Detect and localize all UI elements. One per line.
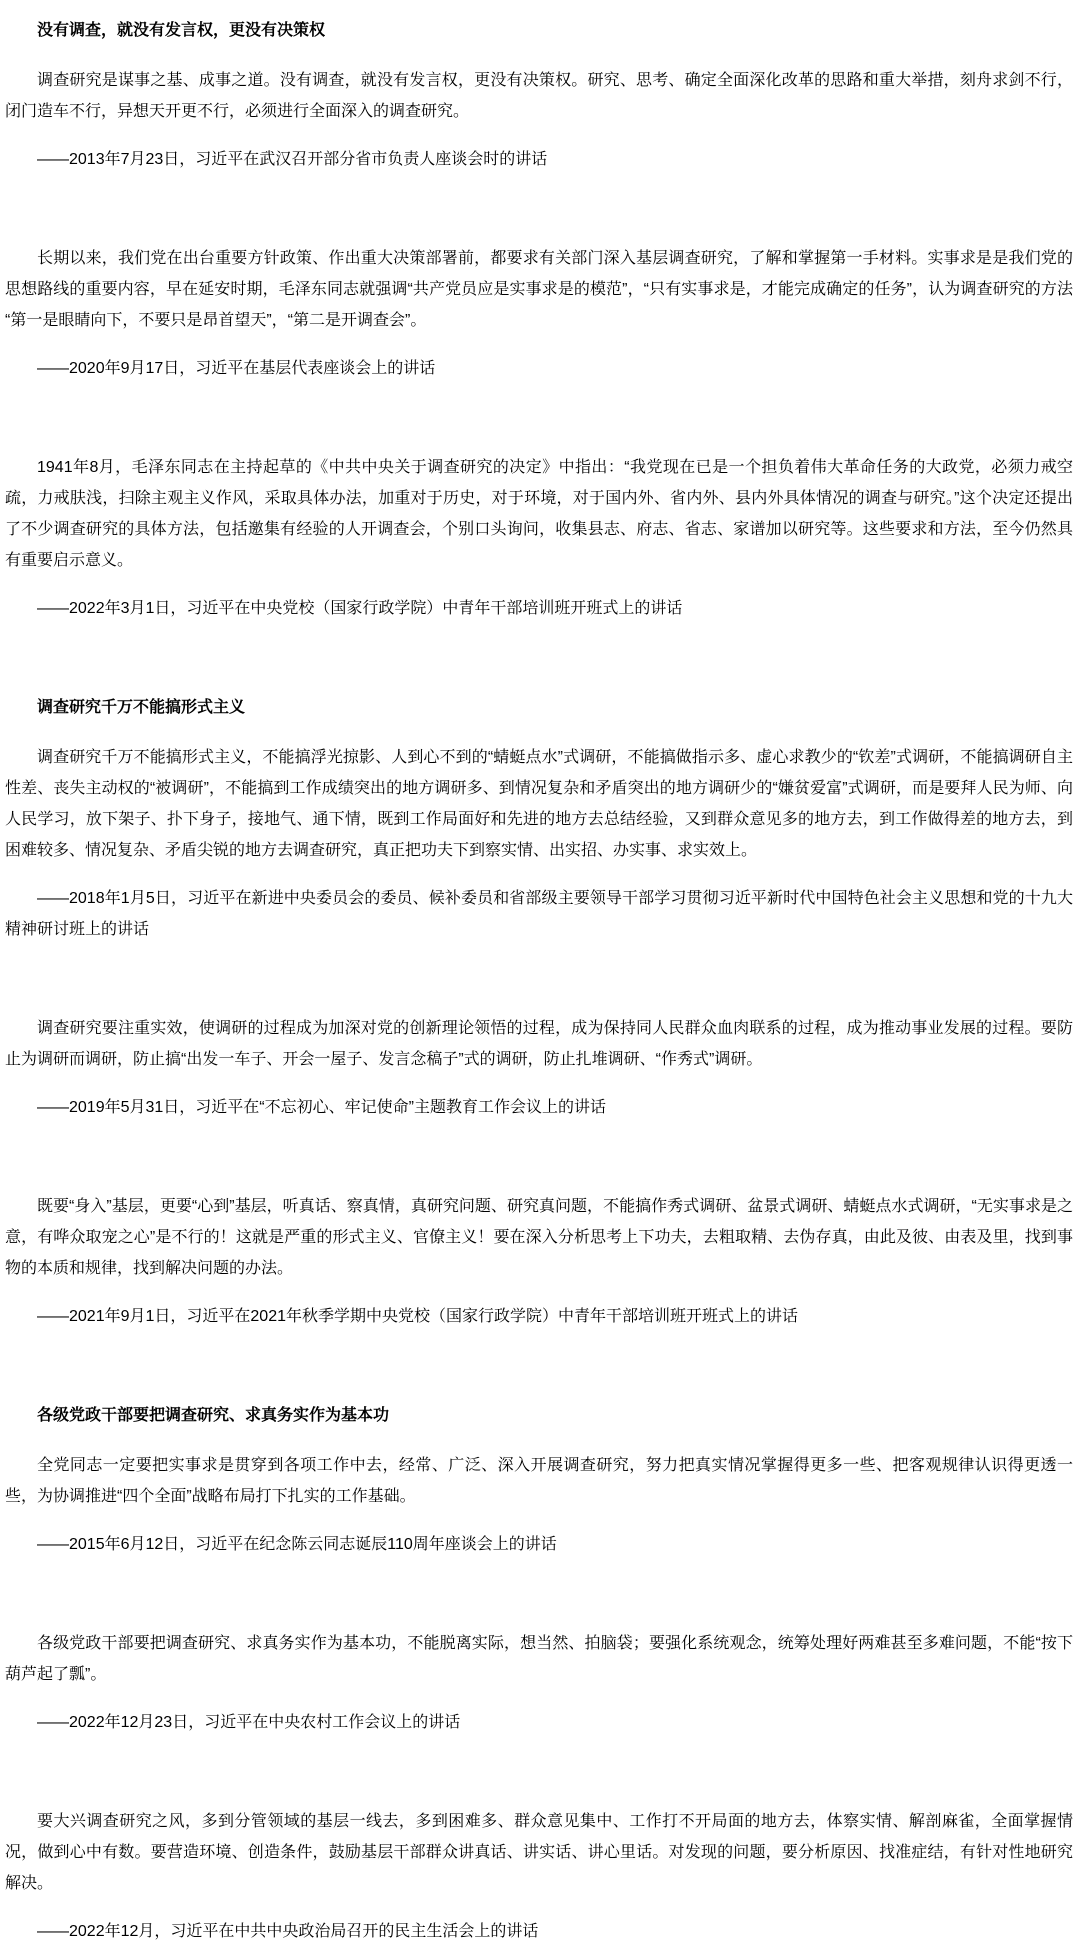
quote-source-line: ——2018年1月5日，习近平在新进中央委员会的委员、候补委员和省部级主要领导干部学习贯彻习近平新时代中国特色社会主义思想和党的十九大精神研讨班上的讲话 xyxy=(5,890,1073,938)
quote-paragraph: 调查研究千万不能搞形式主义，不能搞浮光掠影、人到心不到的“蜻蜓点水”式调研，不能搞做指示多、虚心求教少的“钦差”式调研，不能搞调研自主性差、丧失主动权的“被调研”，不能搞到工作成绩突出的地方调研多、到情况复杂和矛盾突出的地方调研少的“嫌贫爱富”式调研，而是要拜人民为师、向人民学习，放下架子、扑下身子，接地气、通下情，既到工作局面好和先进的地方去总结经验，又到群众意见多的地方去，到工作做得差的地方去，到困难较多、情况复杂、矛盾尖锐的地方去调查研究，真正把功夫下到察实情、出实招、办实事、求实效上。 xyxy=(5,749,1073,859)
quote-source-line: ——2022年3月1日，习近平在中央党校（国家行政学院）中青年干部培训班开班式上的讲话 xyxy=(37,600,683,617)
quote-source-line: ——2015年6月12日，习近平在纪念陈云同志诞辰110周年座谈会上的讲话 xyxy=(37,1536,557,1553)
quote-paragraph: 各级党政干部要把调查研究、求真务实作为基本功，不能脱离实际，想当然、拍脑袋；要强化系统观念，统筹处理好两难甚至多难问题，不能“按下葫芦起了瓢”。 xyxy=(5,1635,1073,1683)
quote-source-line: ——2021年9月1日，习近平在2021年秋季学期中央党校（国家行政学院）中青年干部培训班开班式上的讲话 xyxy=(37,1308,798,1325)
section-heading: 没有调查，就没有发言权，更没有决策权 xyxy=(37,22,326,39)
quote-paragraph: 1941年8月，毛泽东同志在主持起草的《中共中央关于调查研究的决定》中指出：“我党现在已是一个担负着伟大革命任务的大政党，必须力戒空疏，力戒肤浅，扫除主观主义作风，采取具体办法，加重对于历史，对于环境，对于国内外、省内外、县内外具体情况的调查与研究。”这个决定还提出了不少调查研究的具体方法，包括邀集有经验的人开调查会，个别口头询问，收集县志、府志、省志、家谱加以研究等。这些要求和方法，至今仍然具有重要启示意义。 xyxy=(5,459,1073,569)
quote-paragraph: 长期以来，我们党在出台重要方针政策、作出重大决策部署前，都要求有关部门深入基层调查研究，了解和掌握第一手材料。实事求是是我们党的思想路线的重要内容，早在延安时期，毛泽东同志就强调“共产党员应是实事求是的模范”，“只有实事求是，才能完成确定的任务”，认为调查研究的方法“第一是眼睛向下，不要只是昂首望天”，“第二是开调查会”。 xyxy=(5,250,1073,329)
quote-source-line: ——2022年12月23日，习近平在中央农村工作会议上的讲话 xyxy=(37,1714,461,1731)
quote-paragraph: 调查研究是谋事之基、成事之道。没有调查，就没有发言权，更没有决策权。研究、思考、确定全面深化改革的思路和重大举措，刻舟求剑不行，闭门造车不行，异想天开更不行，必须进行全面深入的调查研究。 xyxy=(5,72,1073,120)
quote-paragraph: 全党同志一定要把实事求是贯穿到各项工作中去，经常、广泛、深入开展调查研究，努力把真实情况掌握得更多一些、把客观规律认识得更透一些，为协调推进“四个全面”战略布局打下扎实的工作基础。 xyxy=(5,1457,1073,1505)
article-body xyxy=(5,15,1073,1947)
quote-paragraph: 要大兴调查研究之风，多到分管领域的基层一线去，多到困难多、群众意见集中、工作打不开局面的地方去，体察实情、解剖麻雀，全面掌握情况，做到心中有数。要营造环境、创造条件，鼓励基层干部群众讲真话、讲实话、讲心里话。对发现的问题，要分析原因、找准症结，有针对性地研究解决。 xyxy=(5,1813,1073,1892)
quote-paragraph: 既要“身入”基层，更要“心到”基层，听真话、察真情，真研究问题、研究真问题，不能搞作秀式调研、盆景式调研、蜻蜓点水式调研，“无实事求是之意，有哗众取宠之心”是不行的！这就是严重的形式主义、官僚主义！要在深入分析思考上下功夫，去粗取精、去伪存真，由此及彼、由表及里，找到事物的本质和规律，找到解决问题的办法。 xyxy=(5,1198,1073,1277)
section-heading: 调查研究千万不能搞形式主义 xyxy=(37,699,246,716)
quote-source-line: ——2022年12月，习近平在中共中央政治局召开的民主生活会上的讲话 xyxy=(37,1923,539,1940)
section-heading: 各级党政干部要把调查研究、求真务实作为基本功 xyxy=(37,1407,390,1424)
quote-source-line: ——2019年5月31日，习近平在“不忘初心、牢记使命”主题教育工作会议上的讲话 xyxy=(37,1099,606,1116)
quote-source-line: ——2013年7月23日，习近平在武汉召开部分省市负责人座谈会时的讲话 xyxy=(37,151,548,168)
quote-paragraph: 调查研究要注重实效，使调研的过程成为加深对党的创新理论领悟的过程，成为保持同人民群众血肉联系的过程，成为推动事业发展的过程。要防止为调研而调研，防止搞“出发一车子、开会一屋子、发言念稿子”式的调研，防止扎堆调研、“作秀式”调研。 xyxy=(5,1020,1073,1068)
quote-source-line: ——2020年9月17日，习近平在基层代表座谈会上的讲话 xyxy=(37,360,436,377)
